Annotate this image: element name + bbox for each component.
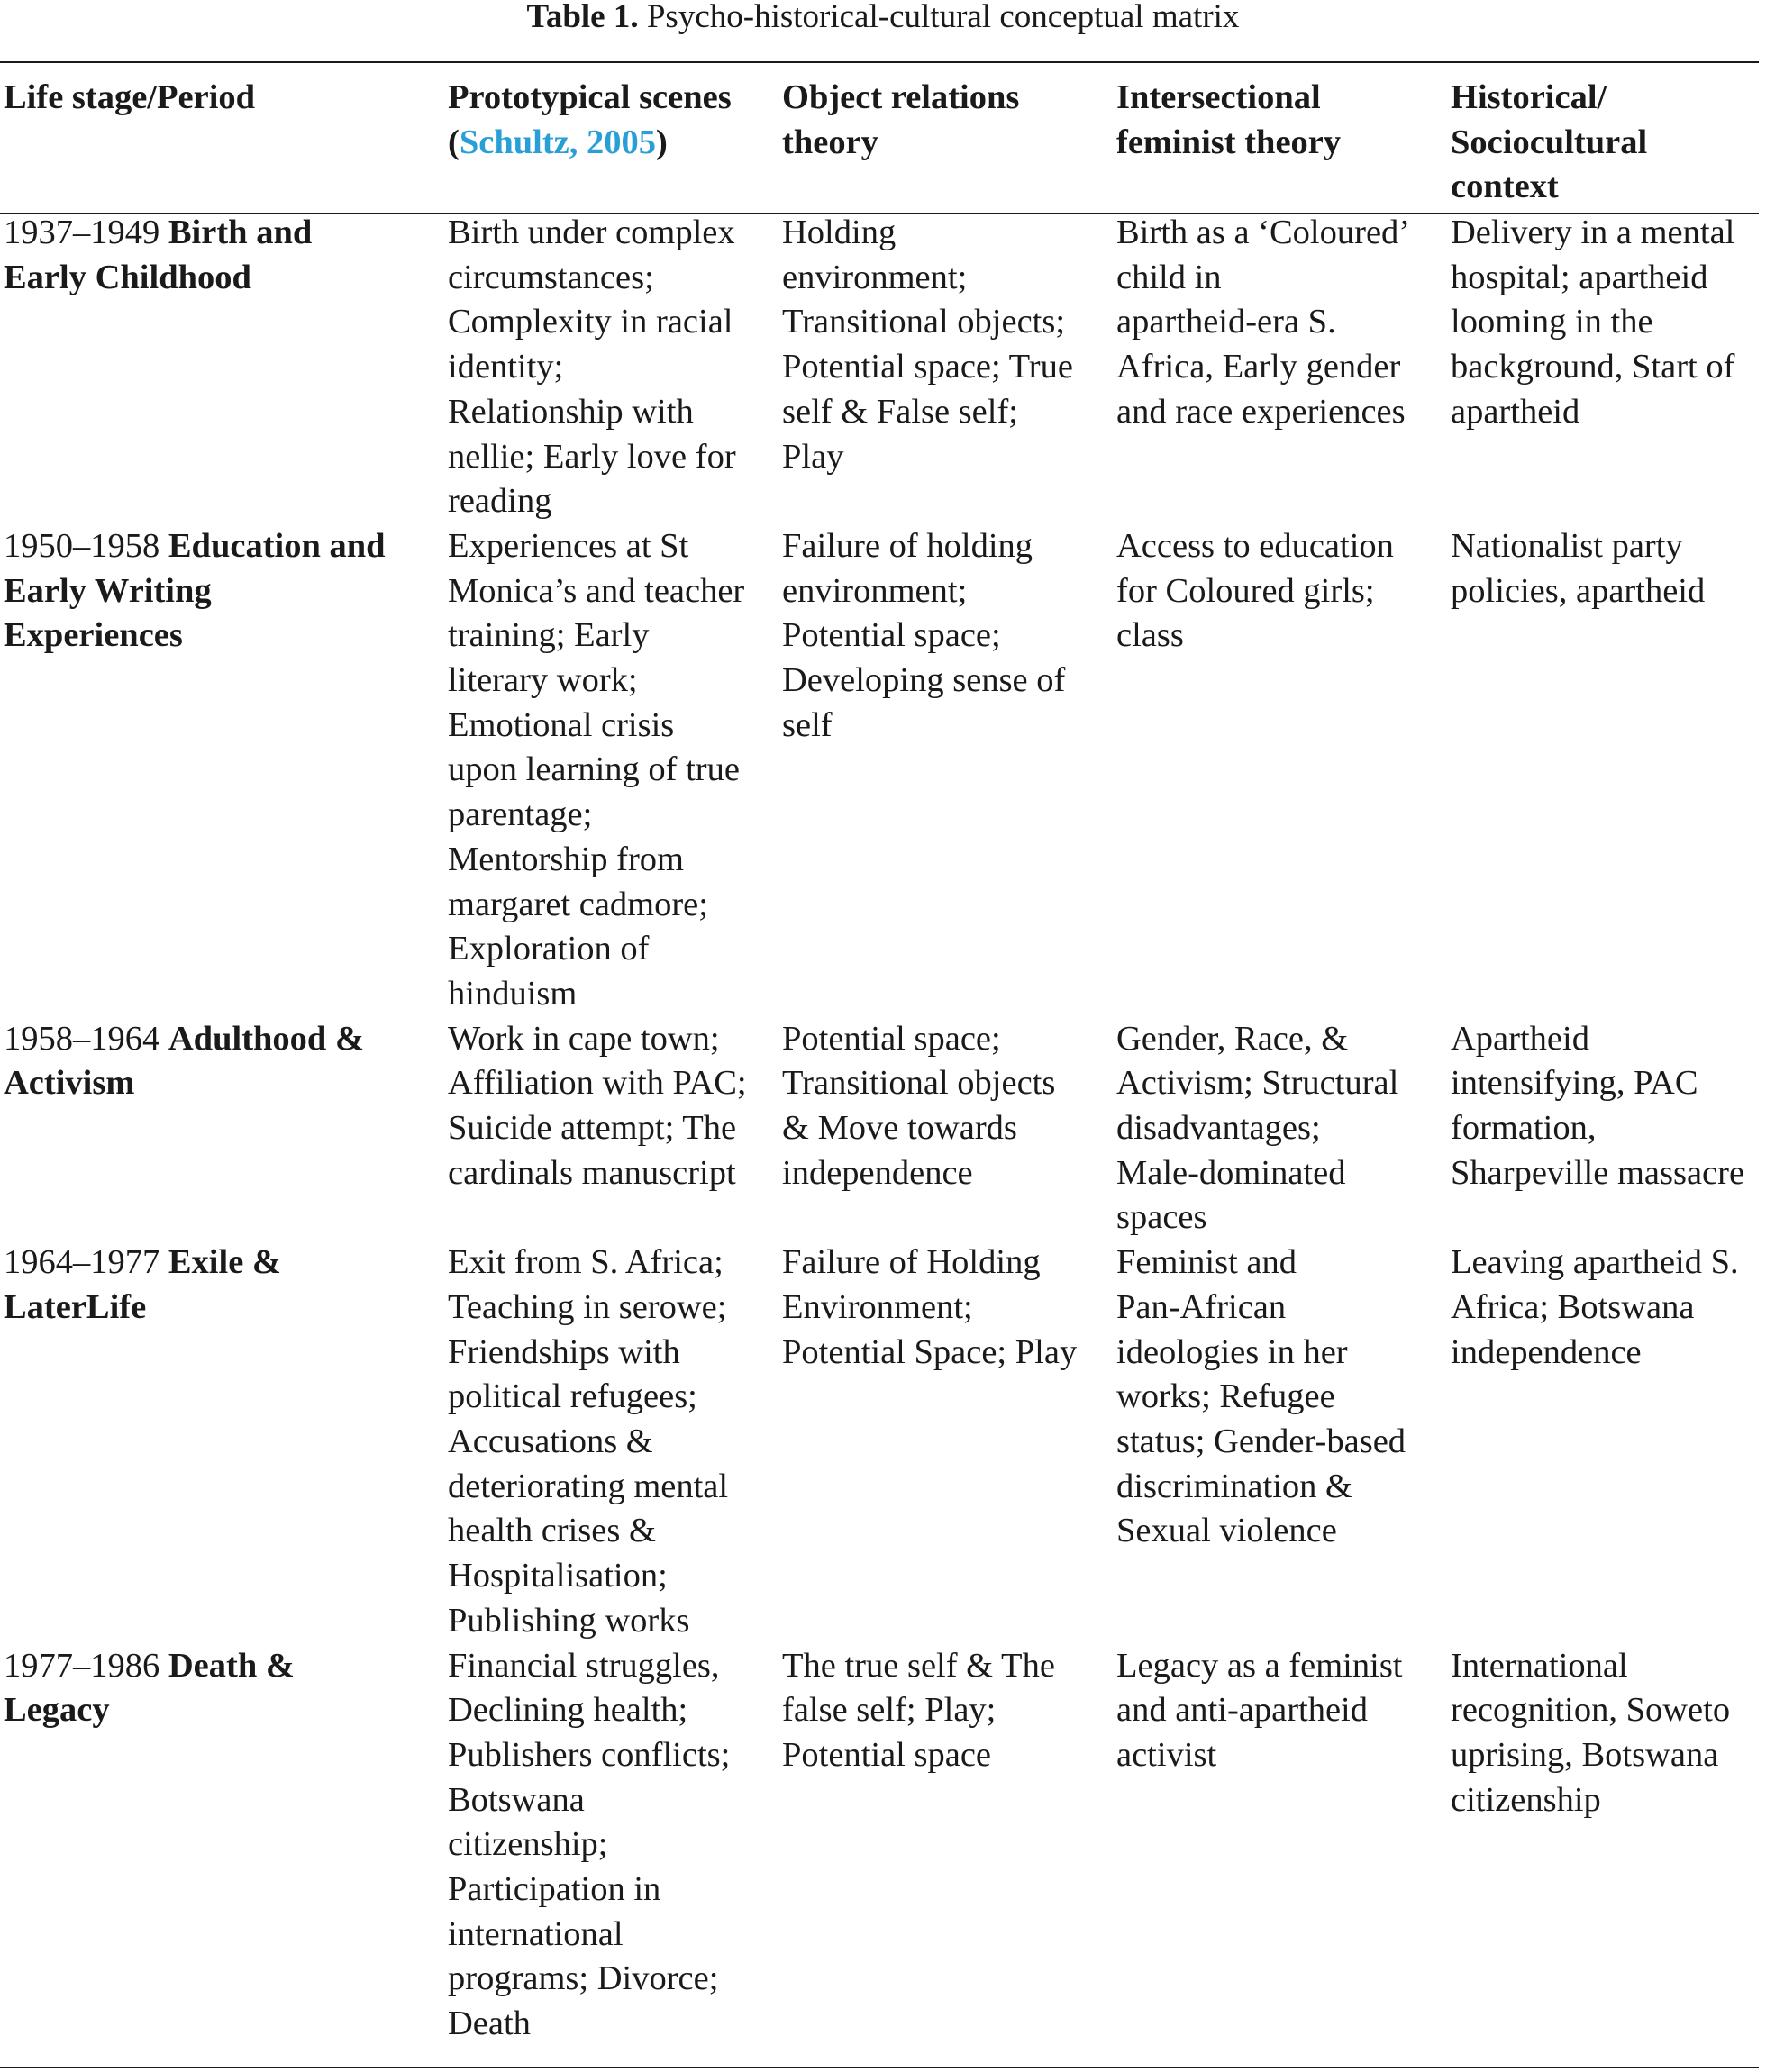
cell-object-relations [778,524,1113,1017]
header-line: Intersectional [1116,78,1321,116]
cell-object-relations [778,1644,1113,2047]
cell-line: Male-dominated [1116,1153,1346,1192]
cell-line: for Coloured girls; [1116,571,1375,610]
header-object-relations [778,76,1113,211]
bottom-rule [0,2067,1759,2068]
cell-line: Complexity in racial [448,303,733,341]
cell-line [4,524,444,569]
cell-line: background, Start of [1451,348,1735,386]
cell-line: Potential space; [782,616,1001,655]
stage-name: Death & [168,1646,295,1685]
cell-line: health crises & [448,1512,656,1550]
cell-line: and anti-apartheid [1116,1691,1368,1730]
cell-line: Declining health; [448,1691,688,1730]
cell-line: Monica’s and teacher [448,571,745,610]
stage-name: Activism [4,1064,135,1103]
cell-line: Pan-African [1116,1287,1287,1326]
cell-prototypical-scenes [444,1017,778,1241]
cell-line: Experiences at St [448,526,689,565]
cell-line [4,1240,444,1286]
cell-line: margaret cadmore; [448,885,708,923]
cell-line: discrimination & [1116,1467,1352,1505]
cell-line: deteriorating mental [448,1467,729,1505]
cell-line: apartheid [1451,392,1580,431]
cell-line: Potential Space; Play [782,1332,1078,1371]
top-rule [0,61,1759,63]
cell-line: Transitional objects [782,1064,1056,1103]
cell-intersectional-feminist [1113,1017,1447,1241]
cell-line: disadvantages; [1116,1109,1321,1148]
stage-name: Early Childhood [4,258,251,296]
cell-line: citizenship [1451,1780,1601,1819]
period-years: 1950–1958 [4,526,160,565]
cell-line: Transitional objects; [782,303,1066,341]
cell-line: citizenship; [448,1825,608,1864]
cell-line: parentage; [448,795,593,834]
header-line: Historical/ [1451,78,1607,116]
cell-line: Publishing works [448,1601,690,1640]
cell-line: Potential space; [782,1019,1001,1058]
cell-life-stage [0,524,444,1017]
cell-line: upon learning of true [448,750,740,789]
cell-line: and race experiences [1116,392,1406,431]
cell-line: Legacy as a feminist [1116,1646,1403,1685]
stage-name: Early Writing [4,571,212,610]
cell-line: uprising, Botswana [1451,1735,1719,1774]
cell-line: Suicide attempt; The [448,1109,737,1148]
cell-prototypical-scenes [444,1644,778,2047]
cell-line: Friendships with [448,1332,680,1371]
period-years: 1958–1964 [4,1019,160,1058]
cell-historical-context [1447,1644,1766,2047]
cell-line: looming in the [1451,303,1653,341]
cell-life-stage [0,211,444,524]
cell-line: policies, apartheid [1451,571,1706,610]
cell-line: political refugees; [448,1377,697,1416]
cell-prototypical-scenes [444,1240,778,1643]
cell-line: Access to education [1116,526,1394,565]
cell-line: nellie; Early love for [448,437,736,476]
table-caption [0,0,1766,34]
period-years: 1977–1986 [4,1646,160,1685]
cell-line: independence [1451,1332,1642,1371]
header-line: Sociocultural [1451,123,1648,161]
table-row [0,1644,1766,2047]
cell-line: Potential space; True [782,348,1073,386]
cell-line: Hospitalisation; [448,1557,668,1595]
header-historical-context [1447,76,1766,211]
cell-line: independence [782,1153,973,1192]
table-row [0,524,1766,1017]
cell-line: Birth under complex [448,214,735,251]
cell-line: Financial struggles, [448,1646,720,1685]
cell-line: Failure of Holding [782,1243,1041,1282]
conceptual-matrix-table [0,76,1766,2047]
cell-line: Feminist and [1116,1243,1297,1282]
stage-name: Birth and [168,214,313,251]
cell-line: ideologies in her [1116,1332,1348,1371]
cell-historical-context [1447,524,1766,1017]
cell-line: Work in cape town; [448,1019,720,1058]
cell-life-stage [0,1644,444,2047]
header-line: feminist theory [1116,123,1342,161]
cell-line: Teaching in serowe; [448,1287,727,1326]
cell-line: child in [1116,258,1222,296]
stage-name: Adulthood & [168,1019,365,1058]
cell-line [4,1644,444,1689]
table-row [0,1240,1766,1643]
cell-line: training; Early [448,616,650,655]
cell-line: status; Gender-based [1116,1422,1406,1460]
cell-line: activist [1116,1735,1217,1774]
cell-line: environment; [782,571,968,610]
cell-historical-context [1447,1240,1766,1643]
cell-line [4,613,444,659]
cell-line: Botswana [448,1780,585,1819]
cell-line: The true self & The [782,1646,1055,1685]
cell-line: Exit from S. Africa; [448,1243,724,1282]
cell-line: Publishers conflicts; [448,1735,731,1774]
cell-line: Gender, Race, & [1116,1019,1349,1058]
period-years: 1937–1949 [4,214,160,251]
table-row [0,211,1766,524]
period-years: 1964–1977 [4,1243,160,1282]
cell-line [4,1286,444,1331]
cell-prototypical-scenes [444,524,778,1017]
cell-line: programs; Divorce; [448,1959,719,1998]
paren-open: ( [448,123,460,161]
cell-intersectional-feminist [1113,524,1447,1017]
cell-prototypical-scenes [444,211,778,524]
cell-line: Mentorship from [448,840,684,878]
cell-line: recognition, Soweto [1451,1691,1731,1730]
cell-line: environment; [782,258,968,296]
cell-line: Africa, Early gender [1116,348,1401,386]
cell-line [4,211,444,256]
header-line: Prototypical scenes [448,78,732,116]
cell-line: Birth as a ‘Coloured’ [1116,214,1411,251]
cell-line [4,1061,444,1106]
stage-name: LaterLife [4,1287,147,1326]
cell-line [4,256,444,301]
header-line: Object relations [782,78,1020,116]
cell-life-stage [0,1240,444,1643]
cell-line: Leaving apartheid S. [1451,1243,1739,1282]
header-prototypical-scenes [444,76,778,211]
cell-line: Accusations & [448,1422,653,1460]
cell-line: hinduism [448,974,578,1013]
cell-line: false self; Play; [782,1691,997,1730]
header-life-stage [0,76,444,211]
header-line: theory [782,123,878,161]
cell-line: Activism; Structural [1116,1064,1399,1103]
cell-line: Potential space [782,1735,991,1774]
cell-line: cardinals manuscript [448,1153,736,1192]
cell-intersectional-feminist [1113,1240,1447,1643]
cell-line [4,1688,444,1733]
cell-line: Play [782,437,844,476]
cell-line: Nationalist party [1451,526,1683,565]
cell-intersectional-feminist [1113,211,1447,524]
paren-close: ) [656,123,668,161]
cell-line: Holding [782,214,897,251]
header-intersectional-feminist [1113,76,1447,211]
cell-object-relations [778,1017,1113,1241]
stage-name: Experiences [4,616,183,655]
cell-line: Failure of holding [782,526,1033,565]
cell-line: & Move towards [782,1109,1017,1148]
cell-line: spaces [1116,1198,1207,1237]
cell-line: Sexual violence [1116,1512,1337,1550]
table-caption-label: Table 1. [526,0,639,35]
cell-line: Africa; Botswana [1451,1287,1695,1326]
cell-line: Death [448,2004,531,2043]
cell-line: international [448,1914,624,1953]
cell-line: hospital; apartheid [1451,258,1708,296]
cell-line: Relationship with [448,392,694,431]
header-line: context [1451,168,1559,206]
cell-object-relations [778,1240,1113,1643]
cell-line: apartheid-era S. [1116,303,1336,341]
cell-line: identity; [448,348,564,386]
table-row [0,1017,1766,1241]
cell-line: formation, [1451,1109,1597,1148]
cell-line: Developing sense of [782,661,1066,700]
cell-line: circumstances; [448,258,654,296]
cell-line: class [1116,616,1184,655]
cell-life-stage [0,1017,444,1241]
cell-line: Emotional crisis [448,705,675,744]
cell-line: literary work; [448,661,638,700]
cell-line: reading [448,482,552,521]
citation-link[interactable]: Schultz, 2005 [459,123,657,161]
table-body [0,211,1766,2047]
cell-line: self & False self; [782,392,1018,431]
stage-name: Exile & [168,1243,281,1282]
cell-historical-context [1447,211,1766,524]
cell-line: Participation in [448,1870,661,1909]
cell-line: self [782,705,833,744]
table-header-row [0,76,1766,211]
cell-line: works; Refugee [1116,1377,1335,1416]
cell-line: Exploration of [448,930,650,968]
cell-line [4,569,444,614]
stage-name: Education and [168,526,386,565]
stage-name: Legacy [4,1691,110,1730]
cell-object-relations [778,211,1113,524]
cell-line: Sharpeville massacre [1451,1153,1745,1192]
cell-line [4,1017,444,1062]
cell-line: Affiliation with PAC; [448,1064,747,1103]
cell-line: International [1451,1646,1628,1685]
header-line: Life stage/Period [4,78,256,116]
table-caption-title: Psycho-historical-cultural conceptual matrix [646,0,1240,35]
cell-line: Environment; [782,1287,973,1326]
header-line [448,121,778,166]
cell-line: Apartheid [1451,1019,1589,1058]
cell-intersectional-feminist [1113,1644,1447,2047]
cell-line: intensifying, PAC [1451,1064,1698,1103]
cell-line: Delivery in a mental [1451,214,1735,251]
cell-historical-context [1447,1017,1766,1241]
